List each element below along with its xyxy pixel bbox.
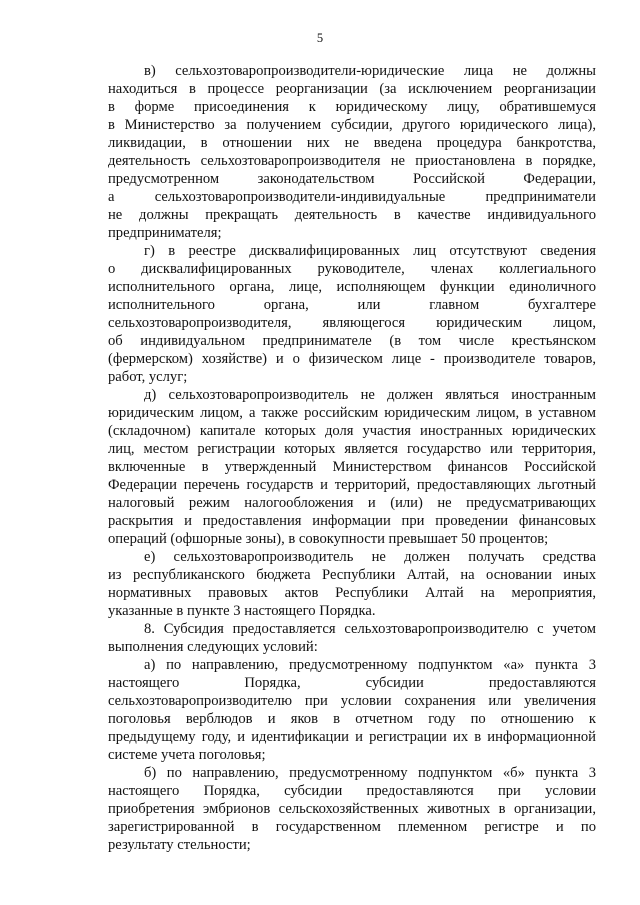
text-line: приобретения эмбрионов сельскохозяйственных животных в организации, <box>108 801 596 817</box>
text-line: не должны прекращать деятельность в качестве индивидуального <box>108 207 596 223</box>
text-line: предусмотренном законодательством Российской Федерации, <box>108 171 596 187</box>
text-line: в форме присоединения к юридическому лицу, обратившемуся <box>108 99 596 115</box>
text-line: е) сельхозтоваропроизводитель не должен получать средства <box>144 549 596 565</box>
text-line: а) по направлению, предусмотренному подпунктом «а» пункта 3 <box>144 657 596 673</box>
paragraph-clause-8-b <box>108 764 596 854</box>
text-line: ликвидации, в отношении них не введена процедура банкротства, <box>108 135 596 151</box>
page-number: 5 <box>316 31 324 45</box>
text-line: из республиканского бюджета Республики Алтай, на основании иных <box>108 567 596 583</box>
text-line: системе учета поголовья; <box>108 747 266 763</box>
text-line: выполнения следующих условий: <box>108 639 318 655</box>
text-line: сельхозтоваропроизводителя, являющегося юридическим лицом, <box>108 315 596 331</box>
text-line: указанные в пункте 3 настоящего Порядка. <box>108 603 376 619</box>
paragraph-clause-8-a <box>108 656 596 764</box>
text-line: 8. Субсидия предоставляется сельхозтоваропроизводителю с учетом <box>144 621 596 637</box>
text-line: поголовья верблюдов и яков в отчетном году по отношению к <box>108 711 596 727</box>
text-line: Федерации перечень государств и территорий, предоставляющих льготный <box>108 477 596 493</box>
text-line: г) в реестре дисквалифицированных лиц отсутствуют сведения <box>144 243 596 259</box>
text-line: исполнительного органа, лице, исполняющем функции единоличного <box>108 279 596 295</box>
text-line: (складочном) капитале которых доля участия иностранных юридических <box>108 423 596 439</box>
text-line: нормативных правовых актов Республики Алтай на мероприятия, <box>108 585 596 601</box>
document-body <box>108 62 596 854</box>
paragraph-item-e <box>108 548 596 620</box>
text-line: в Министерство за получением субсидии, другого юридического лица), <box>108 117 596 133</box>
text-line: об индивидуальном предпринимателе (в том числе крестьянском <box>108 333 596 349</box>
text-line: раскрытия и предоставления информации при проведении финансовых <box>108 513 596 529</box>
text-line: предыдущему году, и идентификации и регистрации их в информационной <box>108 729 596 745</box>
text-line: а сельхозтоваропроизводители-индивидуальные предприниматели <box>108 189 596 205</box>
text-line: о дисквалифицированных руководителе, членах коллегиального <box>108 261 596 277</box>
text-line: сельхозтоваропроизводителю при условии сохранения или увеличения <box>108 693 596 709</box>
text-line: налоговый режим налогообложения и (или) не предусматривающих <box>108 495 596 511</box>
text-line: лиц, местом регистрации которых является государство или территория, <box>108 441 596 457</box>
paragraph-item-g <box>108 242 596 386</box>
text-line: операций (офшорные зоны), в совокупности превышает 50 процентов; <box>108 531 549 547</box>
text-line: в) сельхозтоваропроизводители-юридические лица не должны <box>144 63 596 79</box>
text-line: д) сельхозтоваропроизводитель не должен являться иностранным <box>144 387 596 403</box>
text-line: находиться в процессе реорганизации (за исключением реорганизации <box>108 81 596 97</box>
text-line: юридическим лицом, а также российским юридическим лицом, в уставном <box>108 405 596 421</box>
text-line: включенные в утвержденный Министерством финансов Российской <box>108 459 596 475</box>
text-line: работ, услуг; <box>108 369 188 385</box>
text-line: предпринимателя; <box>108 225 222 241</box>
text-line: деятельность сельхозтоваропроизводителя не приостановлена в порядке, <box>108 153 596 169</box>
text-line: б) по направлению, предусмотренному подпунктом «б» пункта 3 <box>144 765 596 781</box>
paragraph-clause-8 <box>108 620 596 656</box>
text-line: результату стельности; <box>108 837 251 853</box>
paragraph-item-d <box>108 386 596 548</box>
text-line: зарегистрированной в государственном племенном регистре и по <box>108 819 596 835</box>
text-line: исполнительного органа, или главном бухгалтере <box>108 297 596 313</box>
paragraph-item-v <box>108 62 596 242</box>
text-line: (фермерском) хозяйстве) и о физическом лице - производителе товаров, <box>108 351 596 367</box>
text-line: настоящего Порядка, субсидии предоставляются при условии <box>108 783 596 799</box>
text-line: настоящего Порядка, субсидии предоставляются <box>108 675 596 691</box>
